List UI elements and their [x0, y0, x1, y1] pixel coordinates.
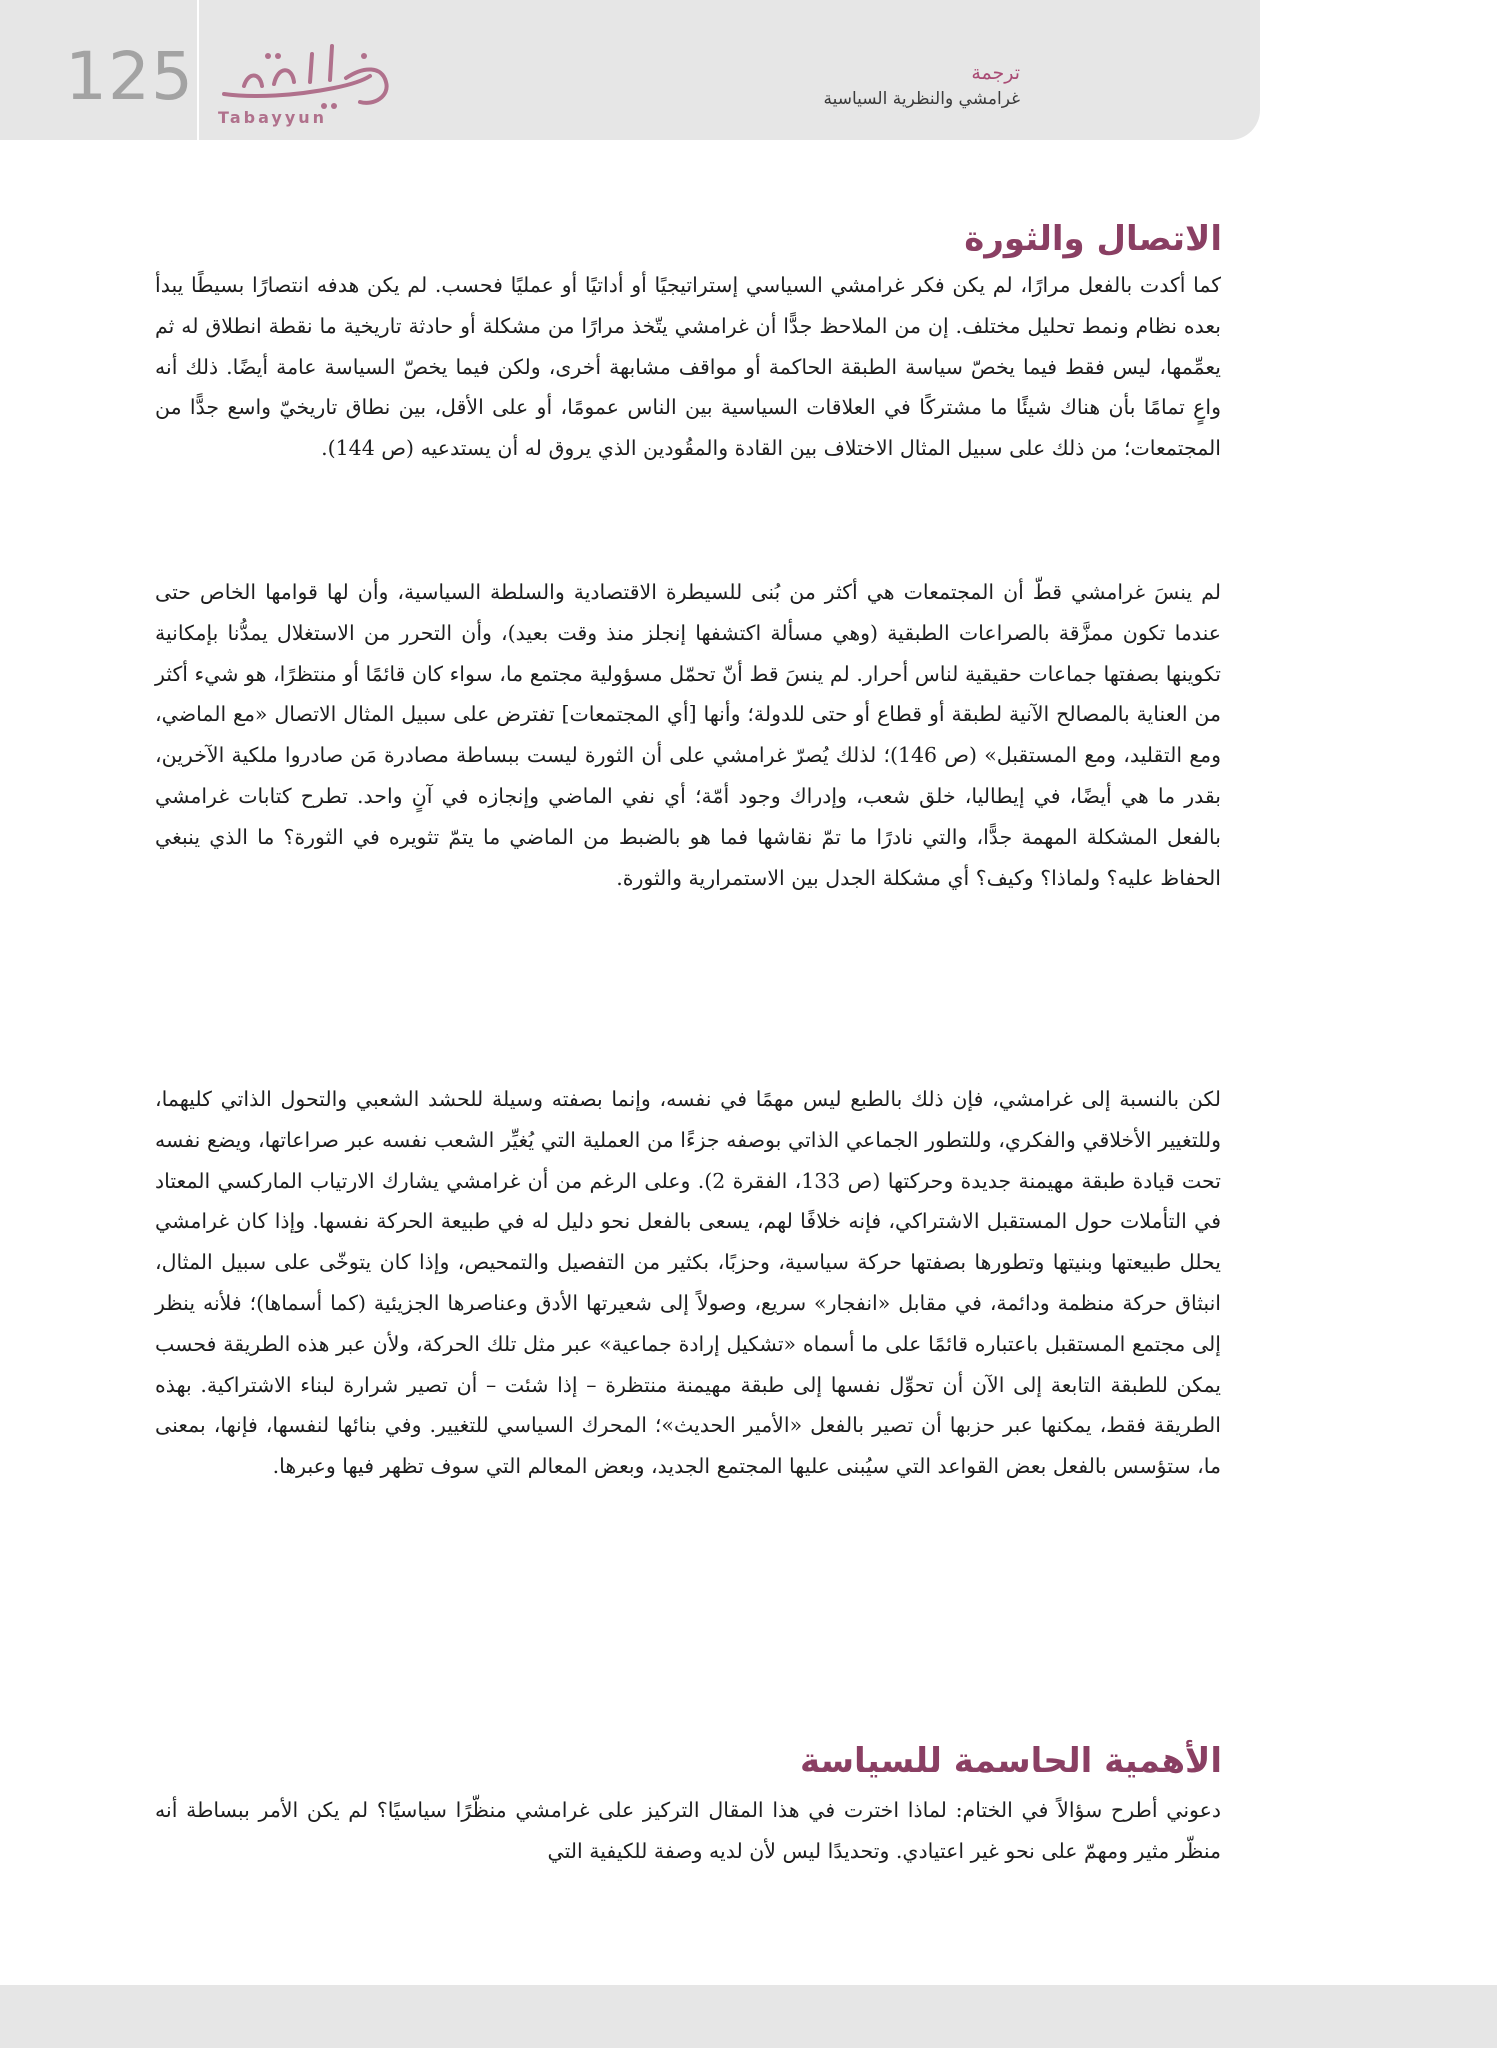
page-header	[0, 0, 1260, 140]
header-divider	[197, 0, 199, 140]
paragraph: لكن بالنسبة إلى غرامشي، فإن ذلك بالطبع ليس مهمًا في نفسه، وإنما بصفته وسيلة للحشد الشعبي والتحول الذاتي كليهما، وللتغيير الأخلاقي والفكري، وللتطور الجماعي الذاتي بوصفه جزءًا من العملية التي يُغيِّر الشعب نفسه عبر صراعاتها، ويضع نفسه تحت قيادة طبقة مهيمنة جديدة وحركتها (ص 133، الفقرة 2). وعلى الرغم من أن غرامشي يشارك الارتياب الماركسي المعتاد في التأملات حول المستقبل الاشتراكي، فإنه خلافًا لهم، يسعى بالفعل نحو دليل له في طبيعة الحركة نفسها. وإذا كان غرامشي يحلل طبيعتها وبنيتها وتطورها بصفتها حركة سياسية، وحزبًا، بكثير من التفصيل والتمحيص، وإذا كان يتوخّى على سبيل المثال، انبثاق حركة منظمة ودائمة، في مقابل «انفجار» سريع، وصولاً إلى شعيرتها الأدق وعناصرها الجزيئية (كما أسماها)؛ فلأنه ينظر إلى مجتمع المستقبل باعتباره قائمًا على ما أسماه «تشكيل إرادة جماعية» عبر مثل تلك الحركة، ولأن عبر هذه الطريقة فحسب يمكن للطبقة التابعة إلى الآن أن تحوِّل نفسها إلى طبقة مهيمنة منتظرة – إذا شئت – أن تصير شرارة لبناء الاشتراكية. بهذه الطريقة فقط، يمكنها عبر حزبها أن تصير بالفعل «الأمير الحديث»؛ المحرك السياسي للتغيير. وفي بنائها لنفسها، فإنها، بمعنى ما، ستؤسس بالفعل بعض القواعد التي سيُبنى عليها المجتمع الجديد، وبعض المعالم التي سوف تظهر فيها وعبرها.	[155, 1087, 1221, 1479]
paragraph: كما أكدت بالفعل مرارًا، لم يكن فكر غرامشي السياسي إستراتيجيًا أو أداتيًا أو عمليًا فحسب. لم يكن هدفه انتصارًا بسيطًا يبدأ بعده نظام ونمط تحليل مختلف. إن من الملاحظ جدًّا أن غرامشي يتّخذ مرارًا من مشكلة أو حادثة تاريخية ما نقطة انطلاق له ثم يعمِّمها، ليس فقط فيما يخصّ سياسة الطبقة الحاكمة أو مواقف مشابهة أخرى، ولكن فيما يخصّ السياسة عامة أيضًا. ذلك أنه واعٍ تمامًا بأن هناك شيئًا ما مشتركًا في العلاقات السياسية بين الناس عمومًا، أو على الأقل، بين نطاق تاريخيّ واسع جدًّا من المجتمعات؛ من ذلك على سبيل المثال الاختلاف بين القادة والمقُودين الذي يروق له أن يستدعيه (ص 144).	[155, 273, 1221, 461]
paragraph: دعوني أطرح سؤالاً في الختام: لماذا اخترت في هذا المقال التركيز على غرامشي منظّرًا سياسيًا؟ لم يكن الأمر ببساطة أنه منظّر مثير ومهمّ على نحو غير اعتيادي. وتحديدًا ليس لأن لديه وصفة للكيفية التي	[155, 1798, 1221, 1863]
section-heading: الأهمية الحاسمة للسياسة	[800, 1741, 1222, 1781]
logo-latin-text: Tabayyun	[218, 108, 328, 127]
running-title: غرامشي والنظرية السياسية	[823, 89, 1020, 109]
logo-calligraphy-icon	[214, 36, 404, 112]
footer-band	[0, 1985, 1497, 2048]
section-label: ترجمة	[971, 62, 1020, 84]
journal-logo	[214, 36, 404, 134]
paragraph: لم ينسَ غرامشي قطّ أن المجتمعات هي أكثر من بُنى للسيطرة الاقتصادية والسلطة السياسية، وأن لها قوامها الخاص حتى عندما تكون ممزَّقة بالصراعات الطبقية (وهي مسألة اكتشفها إنجلز منذ وقت بعيد)، وأن التحرر من الاستغلال يمدُّنا بإمكانية تكوينها بصفتها جماعات حقيقية لناس أحرار. لم ينسَ قط أنّ تحمّل مسؤولية مجتمع ما، سواء كان قائمًا أو منتظرًا، هو شيء أكثر من العناية بالمصالح الآنية لطبقة أو قطاع أو حتى للدولة؛ وأنها [أي المجتمعات] تفترض على سبيل المثال الاتصال «مع الماضي، ومع التقليد، ومع المستقبل» (ص 146)؛ لذلك يُصرّ غرامشي على أن الثورة ليست ببساطة مصادرة مَن صادروا ملكية الآخرين، بقدر ما هي أيضًا، في إيطاليا، خلق شعب، وإدراك وجود أمّة؛ أي نفي الماضي وإنجازه في آنٍ واحد. تطرح كتابات غرامشي بالفعل المشكلة المهمة جدًّا، والتي نادرًا ما تمّ نقاشها فما هو بالضبط من الماضي ما يتمّ تثويره في الثورة؟ ما الذي ينبغي الحفاظ عليه؟ ولماذا؟ وكيف؟ أي مشكلة الجدل بين الاستمرارية والثورة.	[155, 580, 1221, 890]
section-heading: الاتصال والثورة	[964, 219, 1222, 259]
page-number: 125	[65, 38, 194, 115]
running-header	[823, 60, 1020, 112]
